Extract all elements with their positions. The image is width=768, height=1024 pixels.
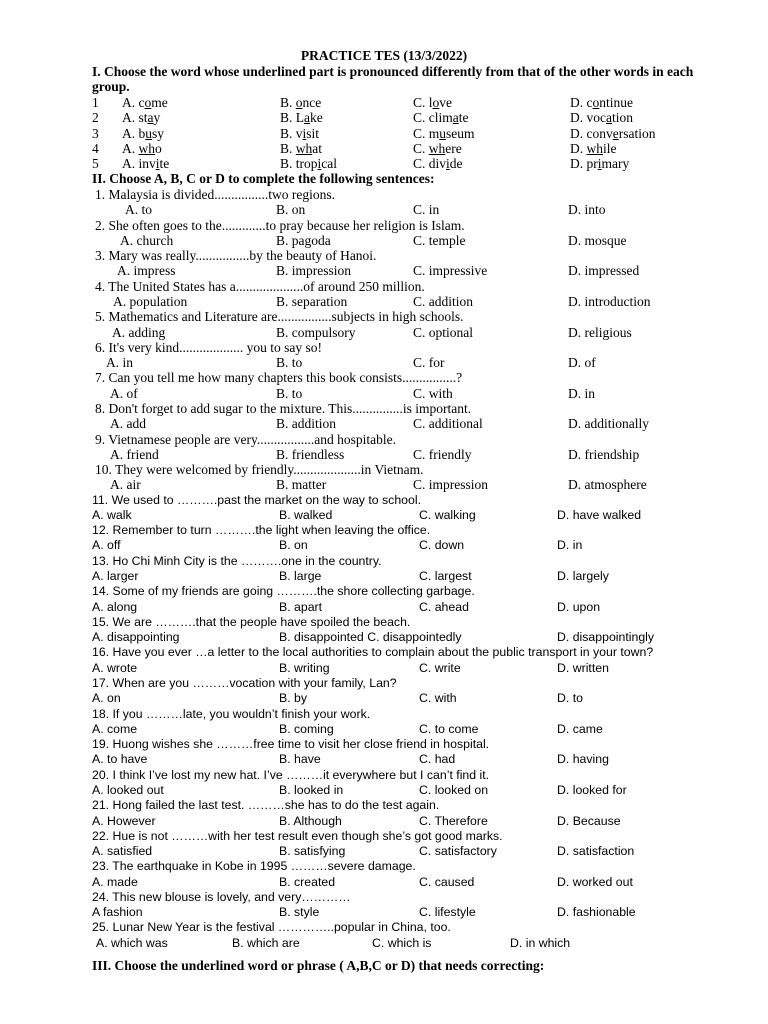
question-23-option-d[interactable]: D. worked out <box>557 874 633 889</box>
question-18-option-b[interactable]: B. coming <box>279 721 334 736</box>
underlined-part: e <box>612 125 619 141</box>
question-2-option-d[interactable]: D. mosque <box>568 232 627 248</box>
question-14-option-a[interactable]: A. along <box>92 599 138 614</box>
question-6-option-d[interactable]: D. of <box>568 355 596 371</box>
pronunciation-option-d[interactable]: D. while <box>570 140 617 156</box>
question-21-option-b[interactable]: B. Although <box>279 813 342 828</box>
question-2-text: 2. She often goes to the.............to pray because her religion is Islam. <box>95 217 465 233</box>
question-7-text: 7. Can you tell me how many chapters this book consists................? <box>95 370 463 386</box>
question-6-option-b[interactable]: B. to <box>276 355 303 371</box>
question-4-option-d[interactable]: D. introduction <box>568 294 651 309</box>
question-11-option-a[interactable]: A. walk <box>92 507 132 522</box>
underlined-part: o <box>592 95 600 110</box>
question-4-option-a[interactable]: A. population <box>113 294 188 309</box>
pronunciation-option-d[interactable]: D. continue <box>570 95 633 110</box>
question-19-option-d[interactable]: D. having <box>557 752 609 767</box>
question-7-option-b[interactable]: B. to <box>276 385 303 401</box>
underlined-part: u <box>439 125 447 141</box>
pronunciation-option-b[interactable]: B. what <box>280 140 323 156</box>
pronunciation-option-d[interactable]: D. conversation <box>570 125 656 141</box>
question-19-option-a[interactable]: A. to have <box>92 752 148 767</box>
question-2-option-a[interactable]: A. church <box>120 232 174 248</box>
question-16-option-a[interactable]: A. wrote <box>92 660 138 675</box>
underlined-part: a <box>147 110 154 126</box>
pronunciation-option-a[interactable]: A. invite <box>122 156 170 172</box>
question-17-text: 17. When are you ………vocation with your family, Lan? <box>92 676 397 690</box>
underlined-part: i <box>155 156 160 172</box>
underlined-part: o <box>432 95 440 110</box>
question-22-option-a[interactable]: A. satisfied <box>92 844 153 858</box>
question-number: 4 <box>92 140 99 156</box>
question-5-text: 5. Mathematics and Literature are................subjects in high schools. <box>95 309 464 325</box>
question-11-option-b[interactable]: B. walked <box>279 507 333 522</box>
pronunciation-option-a[interactable]: A. busy <box>122 125 165 141</box>
question-19-option-b[interactable]: B. have <box>279 752 321 767</box>
question-25-option-b[interactable]: B. which are <box>232 935 300 950</box>
question-3-option-a[interactable]: A. impress <box>117 263 176 279</box>
question-number: 2 <box>92 110 99 126</box>
question-22-option-d[interactable]: D. satisfaction <box>557 844 635 858</box>
underlined-part: i <box>446 156 450 172</box>
question-10-option-d[interactable]: D. atmosphere <box>568 477 647 493</box>
underlined-part: wh <box>295 140 313 156</box>
question-14-option-d[interactable]: D. upon <box>557 599 601 614</box>
question-20-option-d[interactable]: D. looked for <box>557 782 627 797</box>
question-16-text: 16. Have you ever …a letter to the local authorities to complain about the public transport in your town? <box>92 645 654 660</box>
question-3-option-c[interactable]: C. impressive <box>413 263 488 279</box>
pronunciation-option-b[interactable]: B. tropical <box>280 156 338 172</box>
question-20-text: 20. I think I’ve lost my new hat. I’ve ………it everywhere but I can’t find it. <box>92 767 490 782</box>
question-8-option-a[interactable]: A. add <box>110 416 146 432</box>
underlined-part: wh <box>586 140 603 156</box>
question-25-option-a[interactable]: A. which was <box>96 935 168 950</box>
question-19-option-c[interactable]: C. had <box>419 752 456 767</box>
pronunciation-option-c[interactable]: C. museum <box>413 125 475 141</box>
question-15-option-b[interactable]: B. disappointed C. disappointedly <box>279 630 462 645</box>
question-12-option-c[interactable]: C. down <box>419 538 465 553</box>
question-10-option-c[interactable]: C. impression <box>413 477 489 493</box>
question-7-option-d[interactable]: D. in <box>568 385 595 401</box>
question-6-text: 6. It's very kind................... you to say so! <box>95 339 323 355</box>
question-3-text: 3. Mary was really................by the beauty of Hanoi. <box>95 248 377 264</box>
underlined-part: o <box>295 95 303 110</box>
question-22-option-b[interactable]: B. satisfying <box>279 844 346 858</box>
question-24-option-b[interactable]: B. style <box>279 905 320 920</box>
question-25-text: 25. Lunar New Year is the festival …………..popular in China, too. <box>92 920 451 935</box>
question-1-option-b[interactable]: B. on <box>276 202 306 218</box>
underlined-part: wh <box>428 140 446 156</box>
pronunciation-option-d[interactable]: D. vocation <box>570 110 634 126</box>
pronunciation-option-b[interactable]: B. visit <box>280 125 320 141</box>
underlined-part: wh <box>138 140 155 156</box>
section-1-heading: I. Choose the word whose underlined part is pronounced differently from that of the other words in each group. <box>92 64 694 94</box>
question-14-option-b[interactable]: B. apart <box>279 599 323 614</box>
underlined-part: a <box>452 110 459 126</box>
question-13-option-c[interactable]: C. largest <box>419 569 472 583</box>
question-17-option-d[interactable]: D. to <box>557 691 583 706</box>
question-24-option-c[interactable]: C. lifestyle <box>419 905 476 920</box>
question-11-option-c[interactable]: C. walking <box>419 507 476 522</box>
underlined-part: a <box>304 110 311 126</box>
question-20-option-a[interactable]: A. looked out <box>92 782 164 797</box>
question-18-option-d[interactable]: D. came <box>557 721 603 736</box>
question-5-option-b[interactable]: B. compulsory <box>276 324 356 340</box>
question-5-option-a[interactable]: A. adding <box>112 324 166 340</box>
question-1-option-a[interactable]: A. to <box>125 202 152 218</box>
question-1-text: 1. Malaysia is divided................two regions. <box>95 187 335 202</box>
question-14-option-c[interactable]: C. ahead <box>419 599 469 614</box>
question-17-option-b[interactable]: B. by <box>279 691 308 706</box>
question-10-option-b[interactable]: B. matter <box>276 477 327 493</box>
question-16-option-c[interactable]: C. write <box>419 660 461 675</box>
pronunciation-option-a[interactable]: A. who <box>122 140 162 156</box>
question-9-option-b[interactable]: B. friendless <box>276 446 345 462</box>
question-23-option-b[interactable]: B. created <box>279 874 336 889</box>
question-20-option-b[interactable]: B. looked in <box>279 782 344 797</box>
question-18-text: 18. If you ………late, you wouldn’t finish your work. <box>92 706 371 721</box>
pronunciation-option-c[interactable]: C. divide <box>413 156 463 172</box>
question-11-text: 11. We used to ……….past the market on the way to school. <box>92 492 421 507</box>
question-9-option-c[interactable]: C. friendly <box>413 446 472 462</box>
question-21-option-c[interactable]: C. Therefore <box>419 813 488 828</box>
question-21-option-d[interactable]: D. Because <box>557 813 621 828</box>
question-14-text: 14. Some of my friends are going ……….the shore collecting garbage. <box>92 584 475 599</box>
question-8-text: 8. Don't forget to add sugar to the mixture. This...............is important. <box>95 400 472 416</box>
pronunciation-option-c[interactable]: C. climate <box>413 110 469 126</box>
question-24-option-d[interactable]: D. fashionable <box>557 905 636 920</box>
question-23-text: 23. The earthquake in Kobe in 1995 ………severe damage. <box>92 859 416 874</box>
question-25-option-d[interactable]: D. in which <box>510 935 571 950</box>
question-13-text: 13. Ho Chi Minh City is the ……….one in the country. <box>92 553 382 568</box>
question-17-option-c[interactable]: C. with <box>419 691 457 706</box>
question-2-option-b[interactable]: B. pagoda <box>276 232 331 248</box>
pronunciation-option-a[interactable]: A. stay <box>122 110 161 126</box>
underlined-part: i <box>597 156 602 172</box>
underlined-part: o <box>144 95 152 110</box>
question-13-option-b[interactable]: B. large <box>279 569 322 583</box>
underlined-part: u <box>145 125 152 141</box>
question-22-text: 22. Hue is not ………with her test result even though she’s got good marks. <box>92 828 503 843</box>
question-22-option-c[interactable]: C. satisfactory <box>419 844 497 858</box>
question-23-option-c[interactable]: C. caused <box>419 874 475 889</box>
question-25-option-c[interactable]: C. which is <box>372 935 432 950</box>
pronunciation-option-a[interactable]: A. come <box>122 95 168 110</box>
question-21-text: 21. Hong failed the last test. ………she has to do the test again. <box>92 798 440 813</box>
question-8-option-b[interactable]: B. addition <box>276 416 336 432</box>
question-1-option-c[interactable]: C. in <box>413 202 440 218</box>
question-7-option-c[interactable]: C. with <box>413 385 453 401</box>
question-4-option-b[interactable]: B. separation <box>276 294 348 309</box>
question-5-option-d[interactable]: D. religious <box>568 324 632 340</box>
question-19-text: 19. Huong wishes she ………free time to visit her close friend in hospital. <box>92 737 490 752</box>
pronunciation-option-d[interactable]: D. primary <box>570 156 630 172</box>
question-6-option-a[interactable]: A. in <box>106 355 133 371</box>
question-9-option-a[interactable]: A. friend <box>110 446 159 462</box>
underlined-part: i <box>317 156 322 172</box>
underlined-part: i <box>302 125 307 141</box>
question-4-text: 4. The United States has a....................of around 250 million. <box>95 278 425 294</box>
question-2-option-c[interactable]: C. temple <box>413 232 466 248</box>
question-18-option-c[interactable]: C. to come <box>419 721 479 736</box>
question-7-option-a[interactable]: A. of <box>110 385 138 401</box>
question-12-option-a[interactable]: A. off <box>92 538 121 553</box>
question-17-option-a[interactable]: A. on <box>92 691 121 706</box>
question-8-option-c[interactable]: C. additional <box>413 416 483 432</box>
page-title: PRACTICE TES (13/3/2022) <box>300 48 468 63</box>
question-16-option-b[interactable]: B. writing <box>279 660 330 675</box>
pronunciation-option-c[interactable]: C. where <box>413 140 462 156</box>
question-9-option-d[interactable]: D. friendship <box>568 446 640 462</box>
question-16-option-d[interactable]: D. written <box>557 660 609 675</box>
question-15-option-a[interactable]: A. disappointing <box>92 630 180 645</box>
question-3-option-d[interactable]: D. impressed <box>568 263 640 279</box>
question-8-option-d[interactable]: D. additionally <box>568 416 649 432</box>
question-23-option-a[interactable]: A. made <box>92 874 138 889</box>
question-21-option-a[interactable]: A. However <box>92 813 156 828</box>
question-24-option-a[interactable]: A fashion <box>92 905 143 920</box>
pronunciation-option-c[interactable]: C. love <box>413 95 453 110</box>
question-4-option-c[interactable]: C. addition <box>413 294 473 309</box>
question-number: 3 <box>92 125 99 141</box>
question-9-text: 9. Vietnamese people are very.................and hospitable. <box>95 431 396 447</box>
question-3-option-b[interactable]: B. impression <box>276 263 352 279</box>
question-6-option-c[interactable]: C. for <box>413 355 445 371</box>
question-10-option-a[interactable]: A. air <box>110 477 141 493</box>
question-13-option-a[interactable]: A. larger <box>92 569 139 583</box>
section-2-heading: II. Choose A, B, C or D to complete the following sentences: <box>92 171 435 186</box>
question-24-text: 24. This new blouse is lovely, and very………… <box>92 889 351 904</box>
question-1-option-d[interactable]: D. into <box>568 202 606 218</box>
question-12-option-d[interactable]: D. in <box>557 538 583 553</box>
question-number: 5 <box>92 156 99 172</box>
question-5-option-c[interactable]: C. optional <box>413 324 473 340</box>
question-15-option-d[interactable]: D. disappointingly <box>557 630 655 645</box>
question-15-text: 15. We are ……….that the people have spoiled the beach. <box>92 614 411 629</box>
question-12-text: 12. Remember to turn ……….the light when leaving the office. <box>92 523 431 538</box>
question-13-option-d[interactable]: D. largely <box>557 569 609 583</box>
question-10-text: 10. They were welcomed by friendly....................in Vietnam. <box>95 462 424 477</box>
question-number: 1 <box>92 95 99 110</box>
pronunciation-option-b[interactable]: B. Lake <box>280 110 323 126</box>
question-18-option-a[interactable]: A. come <box>92 721 138 736</box>
pronunciation-option-b[interactable]: B. once <box>280 95 322 110</box>
question-20-option-c[interactable]: C. looked on <box>419 782 489 797</box>
underlined-part: a <box>606 110 612 126</box>
question-12-option-b[interactable]: B. on <box>279 538 308 553</box>
question-11-option-d[interactable]: D. have walked <box>557 507 642 522</box>
section-3-heading: III. Choose the underlined word or phrase ( A,B,C or D) that needs correcting: <box>92 958 545 973</box>
